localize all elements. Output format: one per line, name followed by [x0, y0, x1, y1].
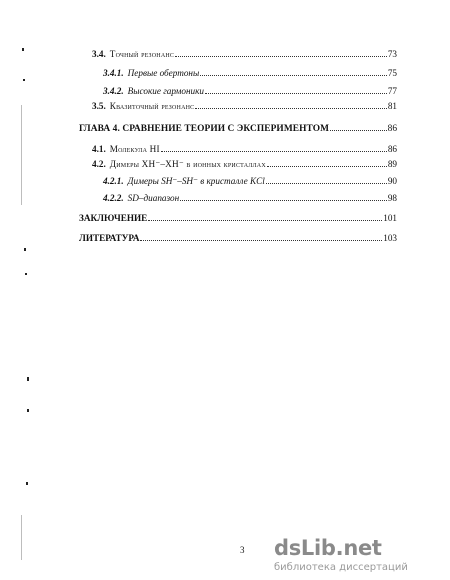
toc-leader — [266, 176, 387, 184]
toc-entry-title: ЗАКЛЮЧЕНИЕ — [79, 213, 148, 223]
toc-leader — [161, 144, 387, 152]
toc-entry[interactable] — [92, 101, 397, 112]
toc-leader — [195, 101, 386, 109]
toc-entry-title: Высокие гармоники — [127, 86, 205, 96]
scan-speck — [23, 79, 25, 81]
toc-entry-page: 101 — [383, 213, 397, 223]
toc-entry-page: 75 — [387, 68, 397, 78]
scan-speck — [25, 273, 27, 275]
toc-leader — [267, 159, 387, 167]
toc-leader — [148, 213, 382, 221]
toc-chapter-entry[interactable] — [79, 123, 397, 135]
toc-entry-number: 3.4. — [92, 49, 106, 59]
scan-speck — [26, 482, 28, 485]
toc-chapter-entry[interactable] — [79, 213, 397, 224]
scan-edge-line — [21, 105, 22, 205]
toc-entry-title: Первые обертоны — [127, 68, 200, 78]
toc-entry[interactable] — [103, 68, 397, 79]
watermark-subtitle: библиотека диссертаций — [274, 562, 408, 573]
toc-leader — [205, 86, 387, 94]
scan-speck — [27, 377, 29, 381]
toc-entry-number: 3.4.1. — [103, 68, 124, 78]
toc-entry-page: 90 — [387, 176, 397, 186]
toc-entry-page: 86 — [387, 124, 397, 134]
toc-leader — [200, 68, 387, 76]
toc-entry[interactable] — [92, 159, 397, 170]
toc-entry-page: 98 — [387, 193, 397, 203]
toc-leader — [175, 49, 387, 57]
toc-entry-number: 3.5. — [92, 101, 106, 111]
toc-entry-title: Квазиточный резонанс — [109, 101, 195, 111]
toc-entry-title: ЛИТЕРАТУРА — [79, 233, 140, 243]
page-number: 3 — [240, 545, 245, 555]
toc-entry-title: ГЛАВА 4. СРАВНЕНИЕ ТЕОРИИ С ЭКСПЕРИМЕНТОМ — [79, 124, 330, 134]
toc-entry-page: 81 — [387, 101, 397, 111]
toc-leader — [330, 123, 387, 131]
toc-entry-number: 4.2.1. — [103, 176, 124, 186]
toc-entry-page: 103 — [383, 233, 397, 243]
watermark — [274, 536, 444, 576]
toc-entry[interactable] — [92, 49, 397, 60]
watermark-logo: dsLib.net — [274, 536, 382, 560]
toc-entry[interactable] — [103, 193, 397, 204]
toc-entry[interactable] — [92, 144, 397, 155]
toc-entry[interactable] — [103, 176, 397, 187]
toc-leader — [180, 193, 387, 201]
toc-entry-number: 4.1. — [92, 144, 106, 154]
toc-entry[interactable] — [103, 86, 397, 97]
toc-entry-page: 73 — [387, 49, 397, 59]
toc-entry-page: 77 — [387, 86, 397, 96]
toc-leader — [140, 233, 382, 241]
toc-entry-title: SD–диапазон — [127, 193, 180, 203]
toc-entry-page: 86 — [387, 144, 397, 154]
toc-entry-title: Молекула HI — [109, 144, 160, 154]
toc-entry-page: 89 — [387, 159, 397, 169]
toc-entry-title: Димеры SH⁻–SH⁻ в кристалле KCl — [127, 176, 265, 186]
scan-edge-line — [21, 515, 22, 560]
toc-entry-number: 4.2. — [92, 159, 106, 169]
toc-entry-title: Димеры XH⁻–XH⁻ в ионных кристаллах — [109, 159, 266, 169]
scan-speck — [24, 248, 26, 251]
scan-speck — [22, 48, 24, 51]
toc-entry-number: 3.4.2. — [103, 86, 124, 96]
toc-chapter-entry[interactable] — [79, 233, 397, 244]
toc-entry-number: 4.2.2. — [103, 193, 124, 203]
scan-speck — [27, 409, 29, 412]
toc-entry-title: Точный резонанс — [109, 49, 175, 59]
